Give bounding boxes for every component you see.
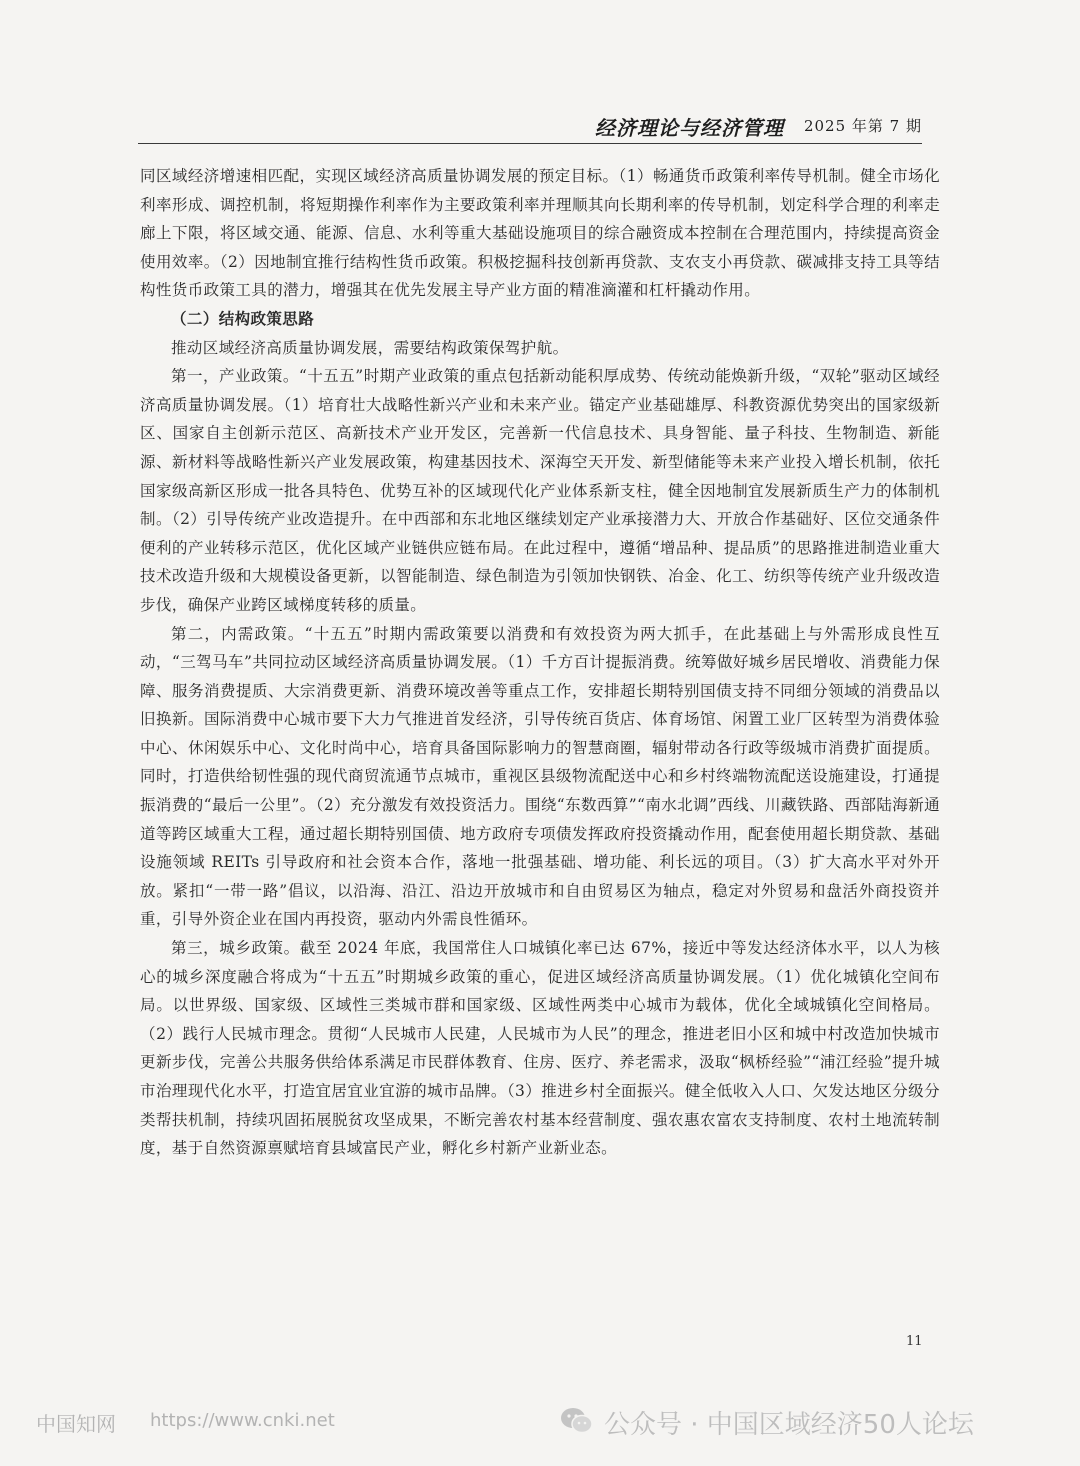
article-body xyxy=(140,162,940,1163)
page-header xyxy=(138,112,922,146)
issue-label: 2025 年第 7 期 xyxy=(803,117,922,135)
wechat-account-label: 公众号 · 中国区域经济50人论坛 xyxy=(604,1410,974,1440)
page-number: 11 xyxy=(906,1334,923,1349)
paragraph: 推动区域经济高质量协调发展，需要结构政策保驾护航。 xyxy=(171,338,569,357)
section-heading: （二）结构政策思路 xyxy=(171,308,315,328)
cnki-name: 中国知网 xyxy=(36,1412,116,1436)
paragraph: 第一，产业政策。“十五五”时期产业政策的重点包括新动能积厚成势、传统动能焕新升级，“双轮”驱动区域经济高质量协调发展。（1）培育壮大战略性新兴产业和未来产业。锚定产业基础雄厚、科教资源优势突出的国家级新区、国家自主创新示范区、高新技术产业开发区，完善新一代信息技术、具身智能、量子科技、生物制造、新能源、新材料等战略性新兴产业发展政策，构建基因技术、深海空天开发、新型储能等未来产业投入增长机制，依托国家级高新区形成一批各具特色、优势互补的区域现代化产业体系新支柱，健全因地制宜发展新质生产力的体制机制。（2）引导传统产业改造提升。在中西部和东北地区继续划定产业承接潜力大、开放合作基础好、区位交通条件便利的产业转移示范区，优化区域产业链供应链布局。在此过程中，遵循“增品种、提品质”的思路推进制造业重大技术改造升级和大规模设备更新，以智能制造、绿色制造为引领加快钢铁、冶金、化工、纺织等传统产业升级改造步伐，确保产业跨区域梯度转移的质量。 xyxy=(140,367,940,614)
cnki-url: https://www.cnki.net xyxy=(150,1410,335,1431)
paragraph: 第二，内需政策。“十五五”时期内需政策要以消费和有效投资为两大抓手，在此基础上与外需形成良性互动，“三驾马车”共同拉动区域经济高质量协调发展。（1）千方百计提振消费。统筹做好城乡居民增收、消费能力保障、服务消费提质、大宗消费更新、消费环境改善等重点工作，安排超长期特别国债支持不同细分领域的消费品以旧换新。国际消费中心城市要下大力气推进首发经济，引导传统百货店、体育场馆、闲置工业厂区转型为消费体验中心、休闲娱乐中心、文化时尚中心，培育具备国际影响力的智慧商圈，辐射带动各行政等级城市消费扩面提质。同时，打造供给韧性强的现代商贸流通节点城市，重视区县级物流配送中心和乡村终端物流配送设施建设，打通提振消费的“最后一公里”。（2）充分激发有效投资活力。围绕“东数西算”“南水北调”西线、川藏铁路、西部陆海新通道等跨区域重大工程，通过超长期特别国债、地方政府专项债发挥政府投资撬动作用，配套使用超长期贷款、基础设施领域 REITs 引导政府和社会资本合作，落地一批强基础、增功能、利长远的项目。（3）扩大高水平对外开放。紧扣“一带一路”倡议，以沿海、沿江、沿边开放城市和自由贸易区为轴点，稳定对外贸易和盘活外商投资并重，引导外资企业在国内再投资，驱动内外需良性循环。 xyxy=(140,624,940,929)
watermark-footer xyxy=(0,1400,1080,1444)
paragraph: 第三，城乡政策。截至 2024 年底，我国常住人口城镇化率已达 67%，接近中等发达经济体水平，以人为核心的城乡深度融合将成为“十五五”时期城乡政策的重心，促进区域经济高质量协调发展。（1）优化城镇化空间布局。以世界级、国家级、区域性三类城市群和国家级、区域性两类中心城市为载体，优化全域城镇化空间格局。（2）践行人民城市理念。贯彻“人民城市人民建，人民城市为人民”的理念，推进老旧小区和城中村改造加快城市更新步伐，完善公共服务供给体系满足市民群体教育、住房、医疗、养老需求，汲取“枫桥经验”“浦江经验”提升城市治理现代化水平，打造宜居宜业宜游的城市品牌。（3）推进乡村全面振兴。健全低收入人口、欠发达地区分级分类帮扶机制，持续巩固拓展脱贫攻坚成果，不断完善农村基本经营制度、强农惠农富农支持制度、农村土地流转制度，基于自然资源禀赋培育县域富民产业，孵化乡村新产业新业态。 xyxy=(140,939,940,1158)
wechat-icon xyxy=(560,1406,594,1436)
header-rule xyxy=(138,143,922,144)
paragraph-continuation: 同区域经济增速相匹配，实现区域经济高质量协调发展的预定目标。（1）畅通货币政策利率传导机制。健全市场化利率形成、调控机制，将短期操作利率作为主要政策利率并理顺其向长期利率的传导机制，划定科学合理的利率走廊上下限，将区域交通、能源、信息、水利等重大基础设施项目的综合融资成本控制在合理范围内，持续提高资金使用效率。（2）因地制宜推行结构性货币政策。积极挖掘科技创新再贷款、支农支小再贷款、碳减排支持工具等结构性货币政策工具的潜力，增强其在优先发展主导产业方面的精准滴灌和杠杆撬动作用。 xyxy=(140,167,940,300)
journal-name: 经济理论与经济管理 xyxy=(595,116,784,140)
